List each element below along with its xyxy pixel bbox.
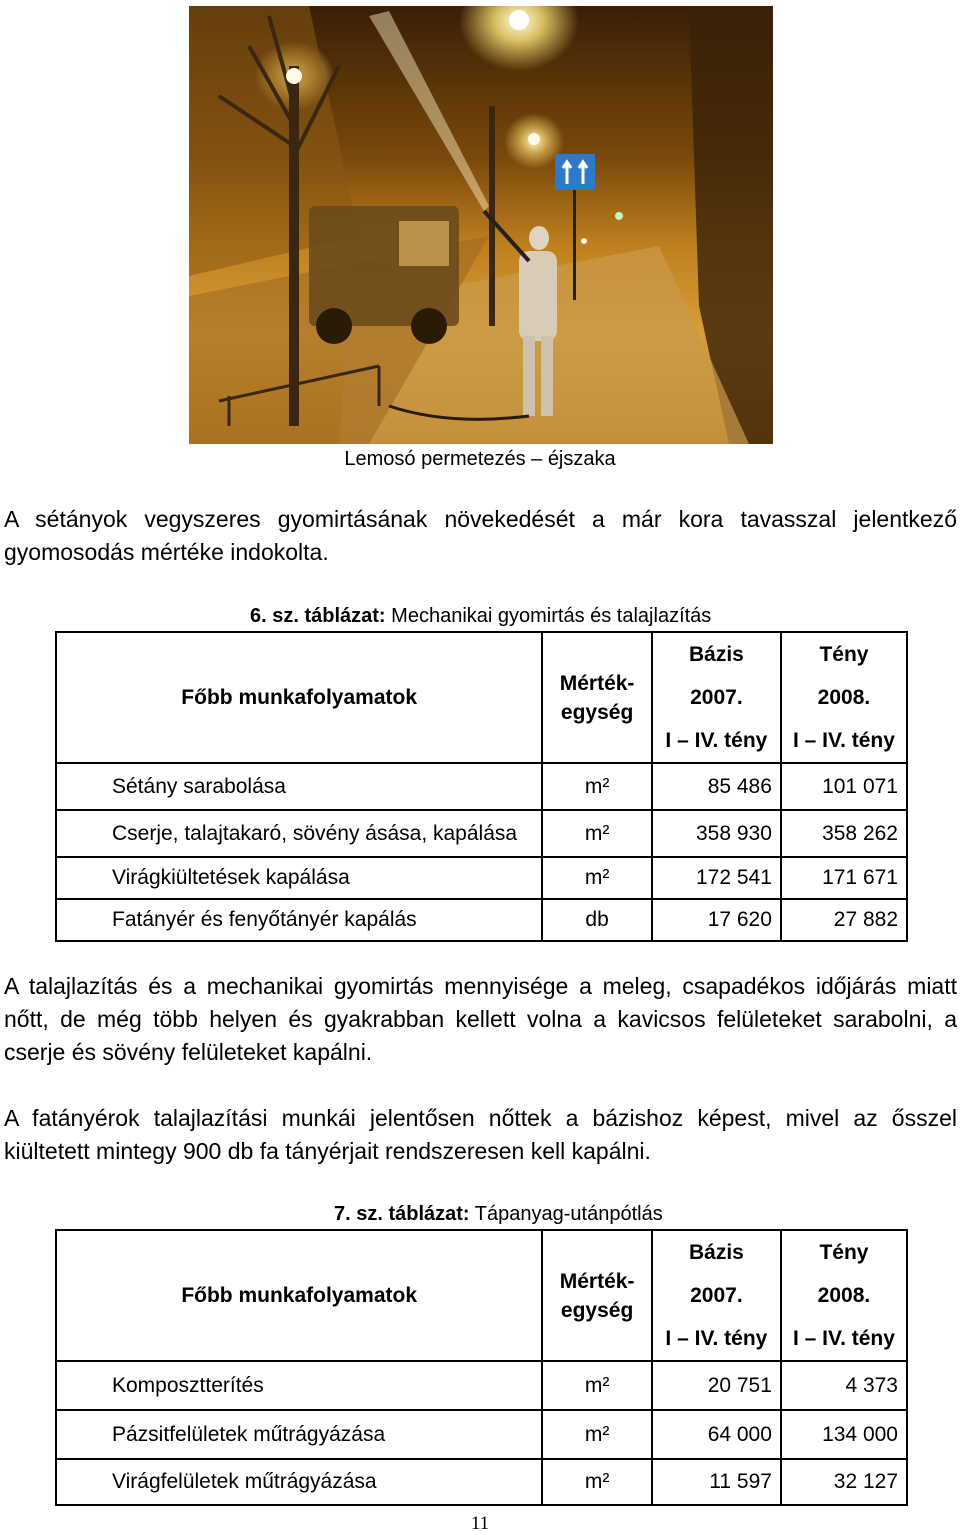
table7-header-fact bbox=[781, 1230, 907, 1361]
table6-header-fact bbox=[781, 632, 907, 763]
table6-header-fact-line3: I – IV. tény bbox=[792, 729, 895, 752]
table7-header-base-line1: Bázis bbox=[688, 1241, 744, 1264]
table-row bbox=[56, 1361, 907, 1410]
table7-row3-task: Virágfelületek műtrágyázása bbox=[56, 1459, 542, 1505]
table6-row1-unit: m² bbox=[542, 763, 652, 810]
table7-row1-task: Komposztterítés bbox=[56, 1361, 542, 1410]
table6-header-unit bbox=[542, 632, 652, 763]
table6-row2-unit: m² bbox=[542, 810, 652, 857]
table6-header-base-line1: Bázis bbox=[688, 643, 744, 666]
table6-row1-base: 85 486 bbox=[652, 763, 781, 810]
table6-header-task: Főbb munkafolyamatok bbox=[56, 632, 542, 763]
table6-header-unit-line2: egység bbox=[560, 700, 634, 724]
table-row bbox=[56, 899, 907, 941]
table6-row4-unit: db bbox=[542, 899, 652, 941]
paragraph-3: A fatányérok talajlazítási munkái jelentősen nőttek a bázishoz képest, mivel az ősszel kiültetett mintegy 900 db fa tányérjait rendszeresen kell kapálni. bbox=[4, 1105, 957, 1164]
table7-row1-fact: 4 373 bbox=[781, 1361, 907, 1410]
table7-header-base bbox=[652, 1230, 781, 1361]
table7-caption-number: 7. sz. táblázat: bbox=[334, 1203, 470, 1225]
table-row bbox=[56, 1459, 907, 1505]
table6-row4-base: 17 620 bbox=[652, 899, 781, 941]
table6-caption-text: Mechanikai gyomirtás és talajlazítás bbox=[385, 605, 712, 627]
table7-header-unit bbox=[542, 1230, 652, 1361]
table6-row3-base: 172 541 bbox=[652, 857, 781, 899]
paragraph-1: A sétányok vegyszeres gyomirtásának növekedését a már kora tavasszal jelentkező gyomosodás mértéke indokolta. bbox=[4, 506, 957, 565]
table7-row2-base: 64 000 bbox=[652, 1410, 781, 1459]
table6-row4-fact: 27 882 bbox=[781, 899, 907, 941]
table7-header-base-line2: 2007. bbox=[690, 1284, 743, 1307]
table-row bbox=[56, 1410, 907, 1459]
table7-row1-unit: m² bbox=[542, 1361, 652, 1410]
table6-header-row bbox=[56, 632, 907, 763]
table6-caption bbox=[250, 605, 711, 628]
table-row bbox=[56, 857, 907, 899]
table6-row2-base: 358 930 bbox=[652, 810, 781, 857]
table6-header-base-line2: 2007. bbox=[690, 686, 743, 709]
table-row bbox=[56, 810, 907, 857]
table6-header-unit-line1: Mérték- bbox=[559, 671, 635, 695]
table7-row3-unit: m² bbox=[542, 1459, 652, 1505]
photo-caption: Lemosó permetezés – éjszaka bbox=[344, 448, 616, 470]
table7-row3-base: 11 597 bbox=[652, 1459, 781, 1505]
table7-header-unit-line2: egység bbox=[560, 1298, 634, 1322]
table6-row1-task: Sétány sarabolása bbox=[56, 763, 542, 810]
table7-row3-fact: 32 127 bbox=[781, 1459, 907, 1505]
table7-header-unit-line1: Mérték- bbox=[559, 1269, 635, 1293]
table7-header-task: Főbb munkafolyamatok bbox=[56, 1230, 542, 1361]
table6-row3-fact: 171 671 bbox=[781, 857, 907, 899]
table-row bbox=[56, 763, 907, 810]
table7-caption bbox=[334, 1203, 663, 1226]
table6-row2-fact: 358 262 bbox=[781, 810, 907, 857]
table-mechanical-weeding bbox=[55, 631, 908, 942]
table7-header-fact-line3: I – IV. tény bbox=[792, 1327, 895, 1350]
night-spraying-photo bbox=[189, 6, 773, 444]
table7-header-fact-line1: Tény bbox=[819, 1241, 869, 1264]
table6-row2-task: Cserje, talajtakaró, sövény ásása, kapálása bbox=[56, 810, 542, 857]
table7-header-row bbox=[56, 1230, 907, 1361]
table7-row2-fact: 134 000 bbox=[781, 1410, 907, 1459]
table7-caption-text: Tápanyag-utánpótlás bbox=[469, 1203, 663, 1225]
table7-row1-base: 20 751 bbox=[652, 1361, 781, 1410]
table6-header-base-line3: I – IV. tény bbox=[665, 729, 768, 752]
table7-row2-unit: m² bbox=[542, 1410, 652, 1459]
paragraph-2: A talajlazítás és a mechanikai gyomirtás mennyisége a meleg, csapadékos időjárás miatt nőtt, de még több helyen és gyakrabban kellett volna a kavicsos felületeket sarabolni, a cserje és sövény felületeket kapálni. bbox=[4, 973, 957, 1065]
table-nutrient-supply bbox=[55, 1229, 908, 1506]
table6-row3-unit: m² bbox=[542, 857, 652, 899]
table6-header-fact-line1: Tény bbox=[819, 643, 869, 666]
table6-header-base bbox=[652, 632, 781, 763]
table7-row2-task: Pázsitfelületek műtrágyázása bbox=[56, 1410, 542, 1459]
table6-caption-number: 6. sz. táblázat: bbox=[250, 605, 386, 627]
page-number: 11 bbox=[470, 1513, 490, 1534]
table6-row4-task: Fatányér és fenyőtányér kapálás bbox=[56, 899, 542, 941]
table6-header-fact-line2: 2008. bbox=[817, 686, 871, 709]
table7-header-base-line3: I – IV. tény bbox=[665, 1327, 768, 1350]
table6-row1-fact: 101 071 bbox=[781, 763, 907, 810]
table6-row3-task: Virágkiültetések kapálása bbox=[56, 857, 542, 899]
photo-illustration bbox=[189, 6, 773, 444]
table7-header-fact-line2: 2008. bbox=[817, 1284, 871, 1307]
